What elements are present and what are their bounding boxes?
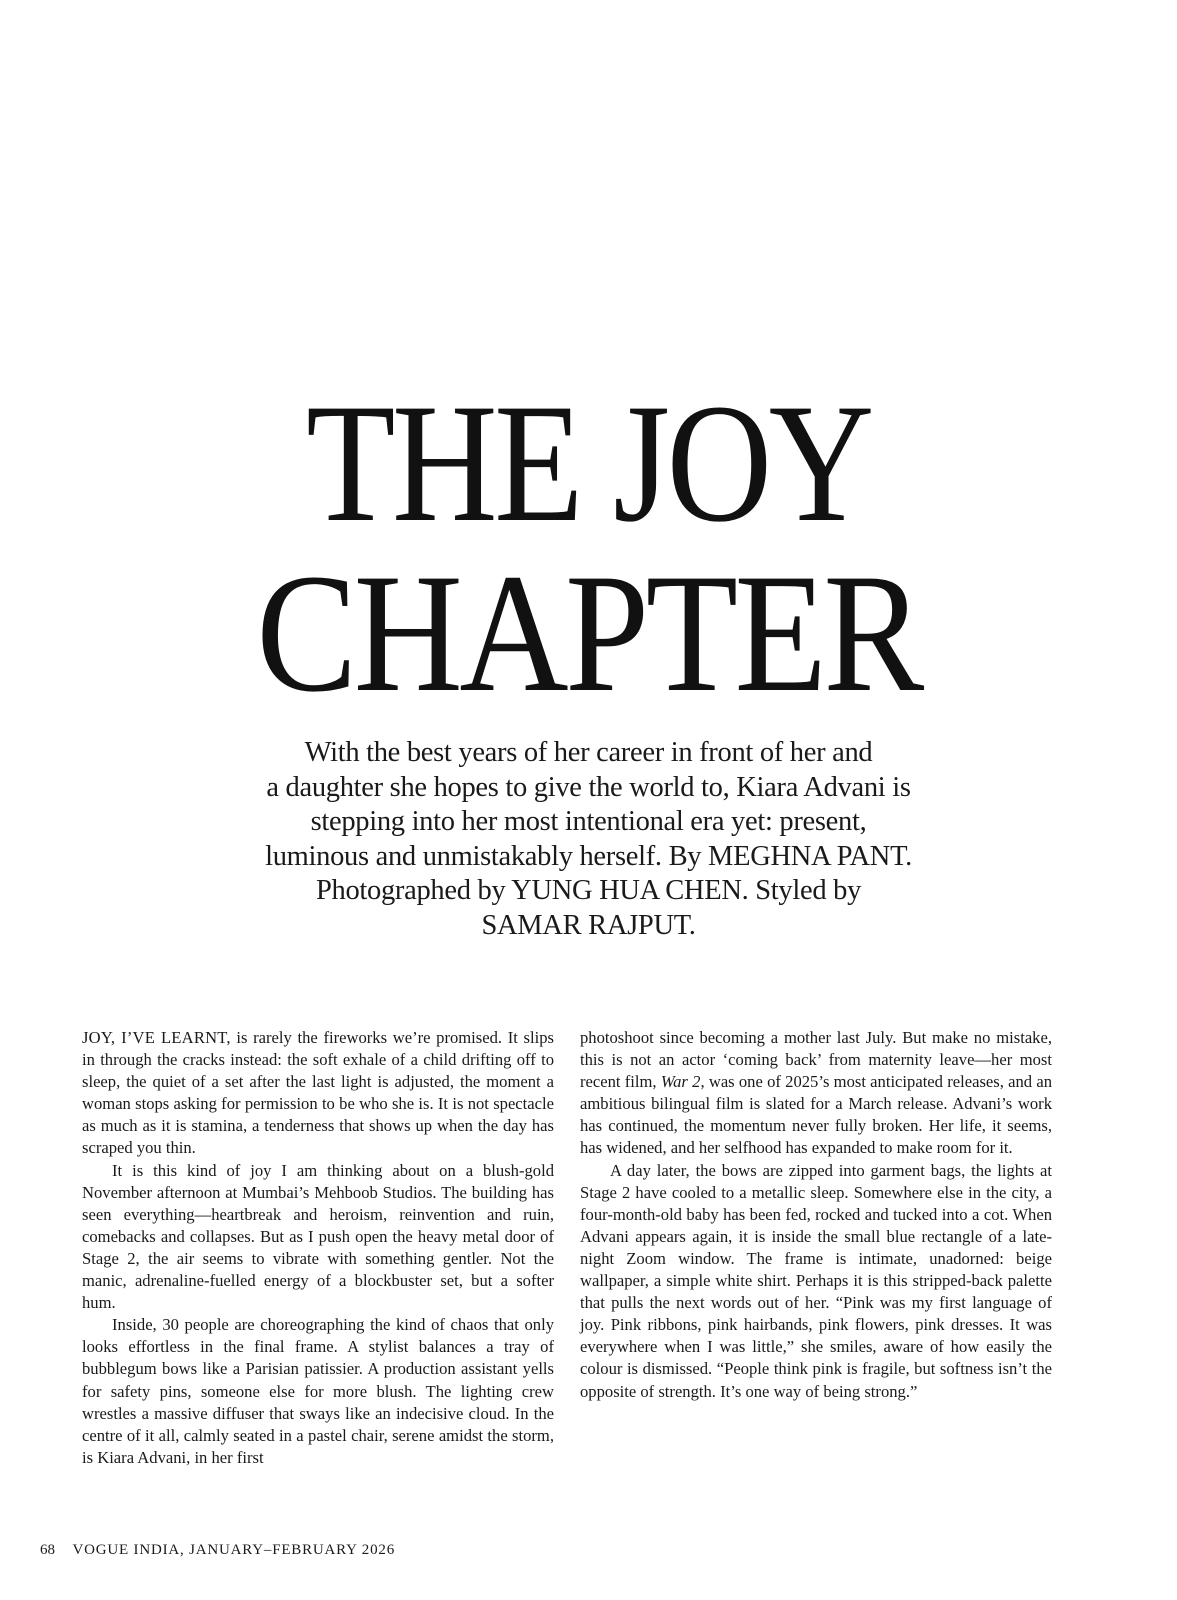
standfirst-line: SAMAR RAJPUT.	[481, 909, 696, 941]
page-footer	[40, 1542, 395, 1559]
body-paragraph	[580, 1027, 1052, 1160]
publication-credit: VOGUE INDIA, JANUARY–FEBRUARY 2026	[72, 1542, 395, 1558]
standfirst	[195, 736, 982, 943]
body-column-left	[82, 1027, 554, 1469]
standfirst-line: a daughter she hopes to give the world to, Kiara Advani is	[266, 771, 911, 803]
page-number: 68	[40, 1542, 55, 1558]
lead-in: JOY, I’VE LEARNT,	[82, 1028, 231, 1047]
standfirst-line: Photographed by YUNG HUA CHEN. Styled by	[315, 875, 862, 906]
paragraph-text: is rarely the fireworks we’re promised. It slips in through the cracks instead: the soft exhale of a child drifting off to sleep, the quiet of a set after the last light is adjusted, the moment a woman stops asking for permission to be who she is. It is not spectacle as much as it is stamina, a tenderness that shows up when the day has scraped you thin.	[82, 1028, 554, 1158]
standfirst-line: With the best years of her career in front of her and	[304, 737, 873, 768]
film-title: War 2	[660, 1072, 701, 1092]
body-paragraph: It is this kind of joy I am thinking about on a blush-gold November afternoon at Mumbai’s Mehboob Studios. The building has seen everything—heartbreak and heroism, reinvention and ruin, comebacks and collapses. But as I push open the heavy metal door of Stage 2, the air seems to vibrate with something gentler. Not the manic, adrenaline-fuelled energy of a blockbuster set, but a softer hum.	[82, 1160, 554, 1313]
headline-line-1: THE JOY	[306, 369, 871, 557]
standfirst-line: luminous and unmistakably herself. By MEGHNA PANT.	[265, 840, 912, 872]
body-paragraph: A day later, the bows are zipped into garment bags, the lights at Stage 2 have cooled to a metallic sleep. Somewhere else in the city, a four-month-old baby has been fed, rocked and tucked into a cot. When Advani appears again, it is inside the small blue rectangle of a late-night Zoom window. The frame is intimate, unadorned: beige wallpaper, a simple white shirt. Perhaps it is this stripped-back palette that pulls the next words out of her. “Pink was my first language of joy. Pink ribbons, pink hairbands, pink flowers, pink dresses. It was everywhere when I was little,” she smiles, aware of how easily the colour is dismissed. “People think pink is fragile, but softness isn’t the opposite of strength. It’s one way of being strong.”	[580, 1160, 1052, 1401]
standfirst-line: stepping into her most intentional era yet: present,	[310, 806, 867, 837]
body-paragraph: Inside, 30 people are choreographing the kind of chaos that only looks effortless in the final frame. A stylist balances a tray of bubblegum bows like a Parisian patissier. A production assistant yells for safety pins, someone else for more blush. The lighting crew wrestles a massive diffuser that sways like an indecisive cloud. In the centre of it all, calmly seated in a pastel chair, serene amidst the storm, is Kiara Advani, in her first	[82, 1315, 554, 1467]
paragraph-text: photoshoot since becoming a mother last July. But make no mistake, this is not an actor ‘coming back’ from maternity leave—her most recent film,	[580, 1028, 1052, 1092]
paragraph-text: , was one of 2025’s most anticipated releases, and an ambitious bilingual film is slated for a March release. Advani’s work has continued, the momentum never fully broken. Her life, it seems, has widened, and her selfhood has expanded to make room for it.	[580, 1072, 1052, 1158]
body-column-right	[580, 1027, 1052, 1403]
headline-line-2: CHAPTER	[256, 539, 921, 727]
body-paragraph	[82, 1027, 554, 1160]
